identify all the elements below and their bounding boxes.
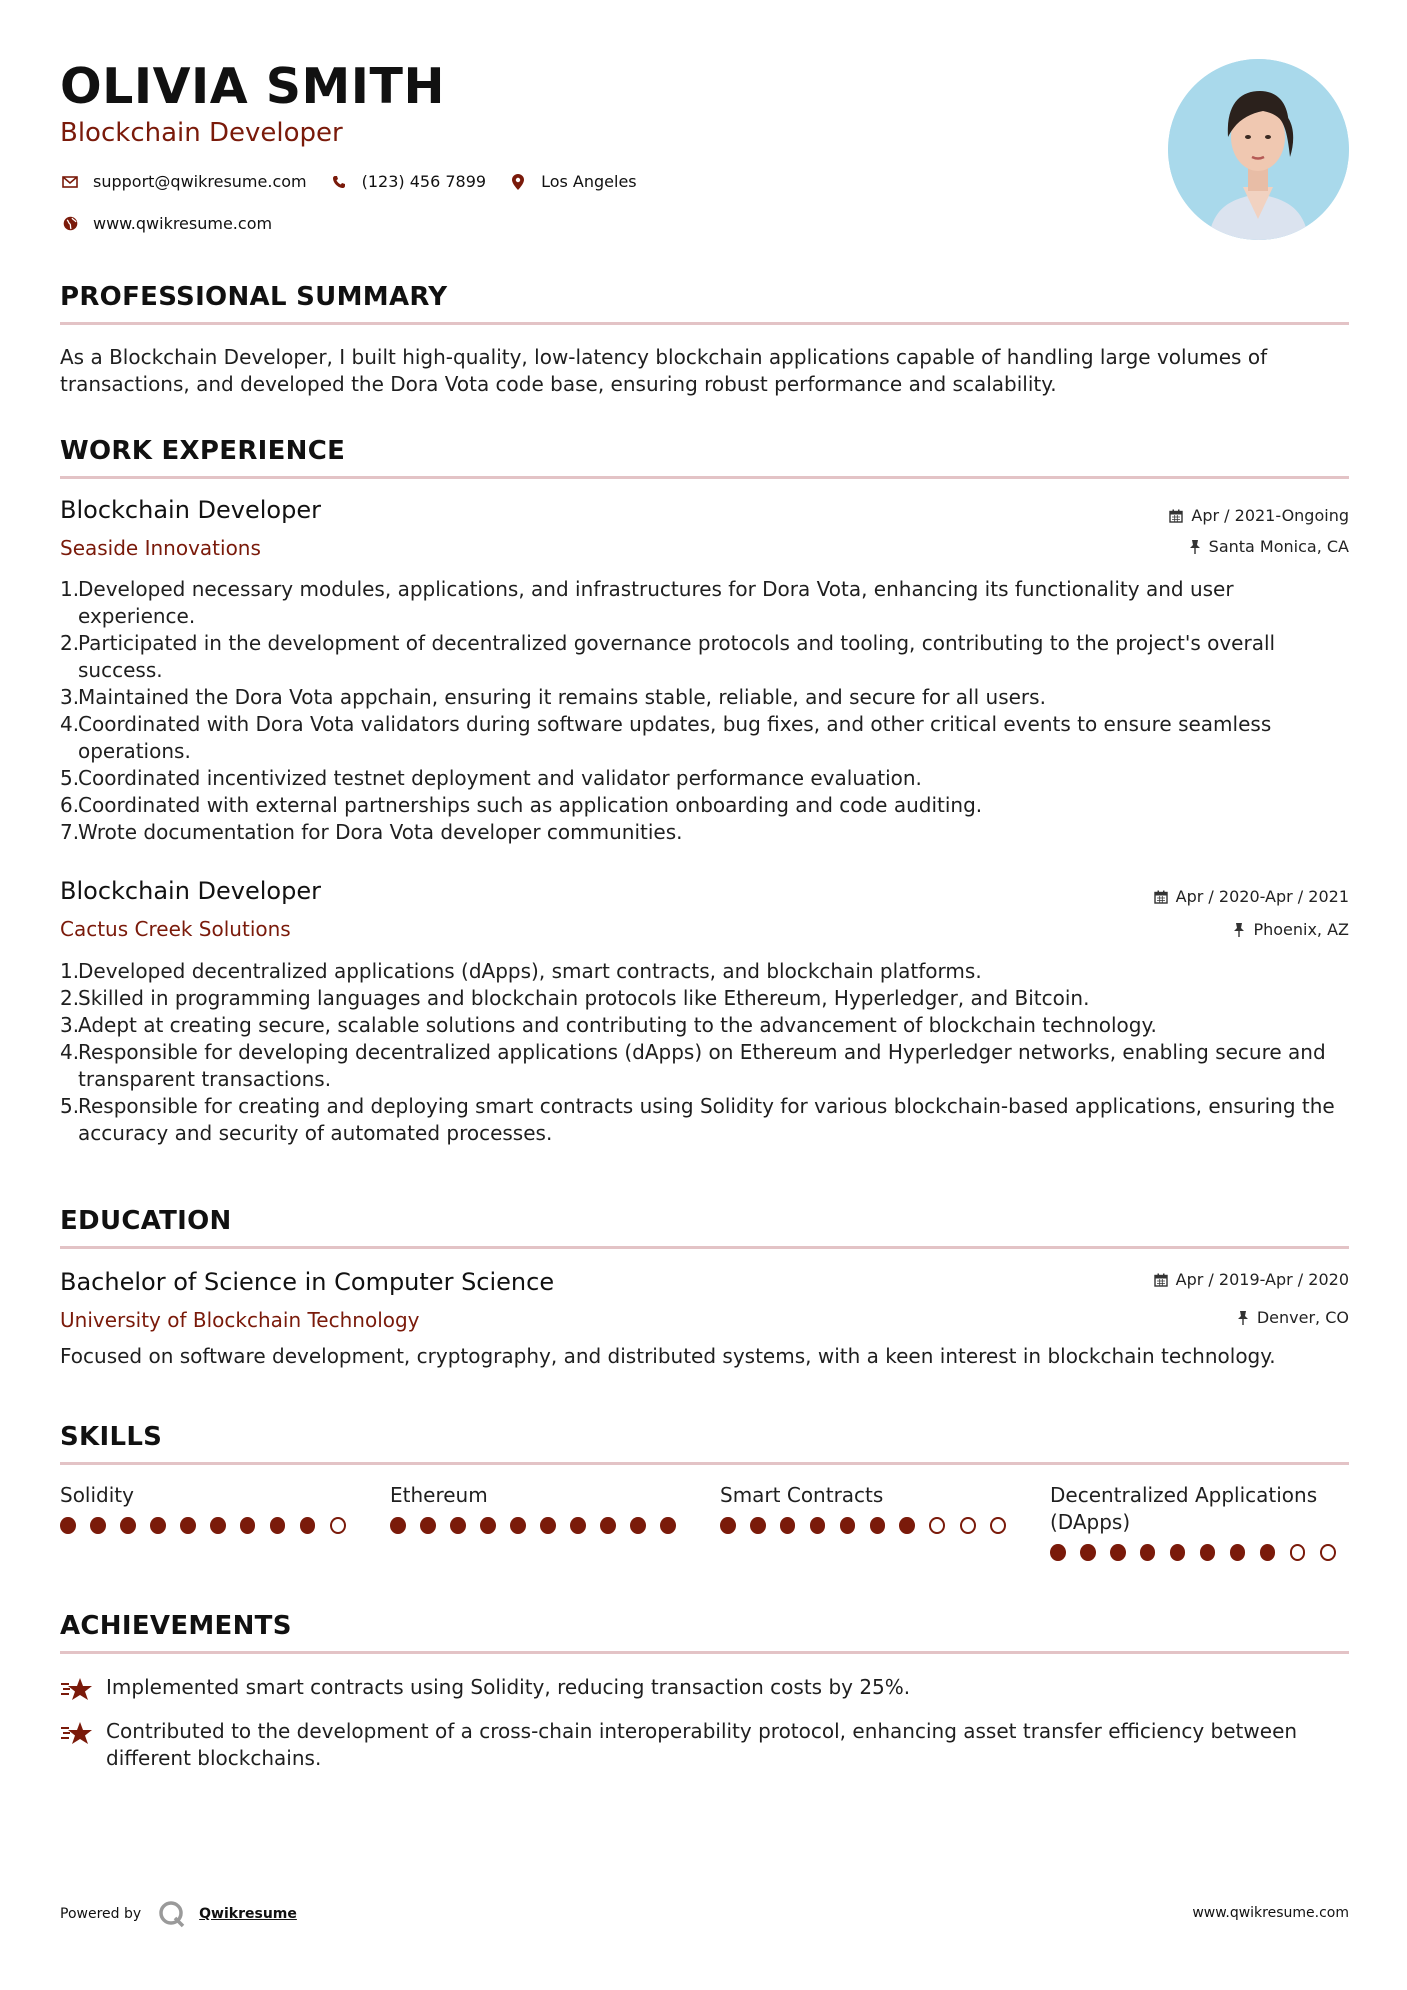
list-item: Developed necessary modules, applications, and infrastructures for Dora Vota, enhancing its functionality and user experience. — [78, 577, 1234, 628]
rating-dot-filled — [1200, 1544, 1216, 1561]
job-bullets — [60, 958, 1349, 1147]
rating-dot-filled — [1110, 1544, 1126, 1561]
experience-heading: WORK EXPERIENCE — [60, 436, 346, 466]
calendar-icon — [1154, 890, 1168, 904]
star-icon — [60, 1720, 94, 1772]
job-location-text: Santa Monica, CA — [1208, 537, 1349, 556]
rating-dot-filled — [870, 1517, 886, 1534]
rating-dot-filled — [540, 1517, 556, 1534]
education-dates-text: Apr / 2019-Apr / 2020 — [1175, 1270, 1349, 1289]
skill-name: Ethereum — [390, 1483, 488, 1507]
rating-dot-filled — [810, 1517, 826, 1534]
candidate-role: Blockchain Developer — [60, 118, 343, 148]
list-item: Developed decentralized applications (dApps), smart contracts, and blockchain platforms. — [78, 959, 982, 983]
skill-rating — [720, 1517, 1020, 1534]
job-company: Cactus Creek Solutions — [60, 917, 291, 941]
skill-item — [1050, 1482, 1350, 1561]
experience-divider — [60, 476, 1349, 479]
rating-dot-filled — [720, 1517, 736, 1534]
skill-name: Smart Contracts — [720, 1483, 884, 1507]
rating-dot-filled — [1260, 1544, 1276, 1561]
achievement-text: Implemented smart contracts using Solidity, reducing transaction costs by 25%. — [106, 1675, 911, 1699]
rating-dot-filled — [1170, 1544, 1186, 1561]
rating-dot-empty — [990, 1517, 1006, 1534]
list-item: Responsible for creating and deploying smart contracts using Solidity for various blockchain-based applications, ensuring the accuracy and security of automated processes. — [78, 1094, 1335, 1145]
rating-dot-filled — [660, 1517, 676, 1534]
rating-dot-empty — [1290, 1544, 1306, 1561]
rating-dot-empty — [330, 1517, 346, 1534]
list-item: Coordinated with Dora Vota validators during software updates, bug fixes, and other critical events to ensure seamless operations. — [78, 712, 1272, 763]
profile-photo — [1168, 59, 1349, 240]
star-icon — [60, 1676, 94, 1706]
job-dates-text: Apr / 2021-Ongoing — [1191, 506, 1349, 525]
rating-dot-filled — [1050, 1544, 1066, 1561]
globe-icon — [60, 216, 80, 231]
rating-dot-filled — [90, 1517, 106, 1534]
job-dates — [1154, 887, 1349, 906]
rating-dot-filled — [780, 1517, 796, 1534]
pushpin-icon — [1237, 1310, 1249, 1325]
list-item: Coordinated with external partnerships such as application onboarding and code auditing. — [78, 793, 983, 817]
rating-dot-filled — [899, 1517, 915, 1534]
job-title: Blockchain Developer — [60, 496, 321, 524]
summary-text: As a Blockchain Developer, I built high-quality, low-latency blockchain applications capable of handling large volumes of transactions, and developed the Dora Vota code base, ensuring robust performance and scalability. — [60, 345, 1268, 396]
rating-dot-empty — [929, 1517, 945, 1534]
rating-dot-filled — [450, 1517, 466, 1534]
skill-rating — [60, 1517, 360, 1534]
rating-dot-filled — [240, 1517, 256, 1534]
footer-powered-by — [60, 1900, 297, 1928]
phone-icon — [329, 175, 349, 189]
education-dates — [1154, 1270, 1349, 1289]
website-row — [60, 214, 294, 233]
achievements-divider — [60, 1651, 1349, 1654]
email-link[interactable]: support@qwikresume.com — [93, 172, 307, 191]
rating-dot-filled — [600, 1517, 616, 1534]
rating-dot-filled — [210, 1517, 226, 1534]
list-item: Wrote documentation for Dora Vota developer communities. — [78, 820, 683, 844]
rating-dot-empty — [960, 1517, 976, 1534]
rating-dot-filled — [840, 1517, 856, 1534]
job-title: Blockchain Developer — [60, 877, 321, 905]
calendar-icon — [1154, 1273, 1168, 1287]
rating-dot-filled — [750, 1517, 766, 1534]
resume-page — [60, 0, 1349, 1990]
rating-dot-filled — [1230, 1544, 1246, 1561]
skills-heading: SKILLS — [60, 1422, 163, 1452]
list-item: Coordinated incentivized testnet deployment and validator performance evaluation. — [78, 766, 922, 790]
rating-dot-filled — [150, 1517, 166, 1534]
rating-dot-filled — [120, 1517, 136, 1534]
list-item: Skilled in programming languages and blockchain protocols like Ethereum, Hyperledger, and Bitcoin. — [78, 986, 1090, 1010]
phone-number: (123) 456 7899 — [361, 172, 487, 191]
rating-dot-filled — [60, 1517, 76, 1534]
job-bullets — [60, 576, 1349, 846]
rating-dot-filled — [1080, 1544, 1096, 1561]
degree-title: Bachelor of Science in Computer Science — [60, 1268, 555, 1296]
skill-item — [720, 1482, 1020, 1534]
summary-heading: PROFESSIONAL SUMMARY — [60, 282, 448, 312]
skills-divider — [60, 1462, 1349, 1465]
achievements-heading: ACHIEVEMENTS — [60, 1611, 292, 1641]
list-item: Responsible for developing decentralized applications (dApps) on Ethereum and Hyperledger networks, enabling secure and transparent transactions. — [78, 1040, 1326, 1091]
rating-dot-filled — [180, 1517, 196, 1534]
job-dates — [1169, 506, 1349, 525]
rating-dot-filled — [630, 1517, 646, 1534]
location-pin-icon — [508, 174, 528, 190]
footer-website-link[interactable]: www.qwikresume.com — [1192, 1905, 1349, 1921]
job-location — [1233, 920, 1349, 939]
candidate-name: OLIVIA SMITH — [60, 58, 445, 115]
skill-name: Decentralized Applications (DApps) — [1050, 1483, 1318, 1534]
rating-dot-filled — [570, 1517, 586, 1534]
email-icon — [60, 176, 80, 188]
skill-item — [390, 1482, 690, 1534]
list-item: Participated in the development of decentralized governance protocols and tooling, contributing to the project's overall success. — [78, 631, 1276, 682]
rating-dot-filled — [390, 1517, 406, 1534]
rating-dot-filled — [420, 1517, 436, 1534]
qwikresume-link[interactable]: Qwikresume — [199, 1906, 297, 1922]
website-link[interactable]: www.qwikresume.com — [93, 214, 273, 233]
education-description: Focused on software development, cryptography, and distributed systems, with a keen interest in blockchain technology. — [60, 1344, 1276, 1368]
job-dates-text: Apr / 2020-Apr / 2021 — [1175, 887, 1349, 906]
education-heading: EDUCATION — [60, 1206, 232, 1236]
rating-dot-filled — [300, 1517, 316, 1534]
education-location-text: Denver, CO — [1256, 1308, 1349, 1327]
rating-dot-filled — [480, 1517, 496, 1534]
list-item: Maintained the Dora Vota appchain, ensuring it remains stable, reliable, and secure for all users. — [78, 685, 1046, 709]
skill-name: Solidity — [60, 1483, 134, 1507]
job-location-text: Phoenix, AZ — [1253, 920, 1349, 939]
powered-by-label: Powered by — [60, 1906, 142, 1922]
achievement-item — [60, 1718, 1349, 1772]
achievement-item — [60, 1674, 1349, 1706]
school-name: University of Blockchain Technology — [60, 1308, 420, 1332]
skill-rating — [1050, 1544, 1350, 1561]
job-company: Seaside Innovations — [60, 536, 261, 560]
rating-dot-filled — [270, 1517, 286, 1534]
rating-dot-filled — [1140, 1544, 1156, 1561]
rating-dot-filled — [510, 1517, 526, 1534]
list-item: Adept at creating secure, scalable solutions and contributing to the advancement of blockchain technology. — [78, 1013, 1157, 1037]
education-location — [1237, 1308, 1349, 1327]
summary-divider — [60, 322, 1349, 325]
location-text: Los Angeles — [541, 172, 637, 191]
job-location — [1189, 537, 1349, 556]
pushpin-icon — [1233, 922, 1245, 937]
calendar-icon — [1169, 509, 1183, 523]
education-divider — [60, 1246, 1349, 1249]
qwikresume-logo-icon — [157, 1900, 187, 1928]
pushpin-icon — [1189, 539, 1201, 554]
achievement-text: Contributed to the development of a cross-chain interoperability protocol, enhancing asset transfer efficiency between different blockchains. — [106, 1719, 1298, 1770]
skill-item — [60, 1482, 360, 1534]
contact-row — [60, 172, 659, 191]
rating-dot-empty — [1320, 1544, 1336, 1561]
skill-rating — [390, 1517, 690, 1534]
